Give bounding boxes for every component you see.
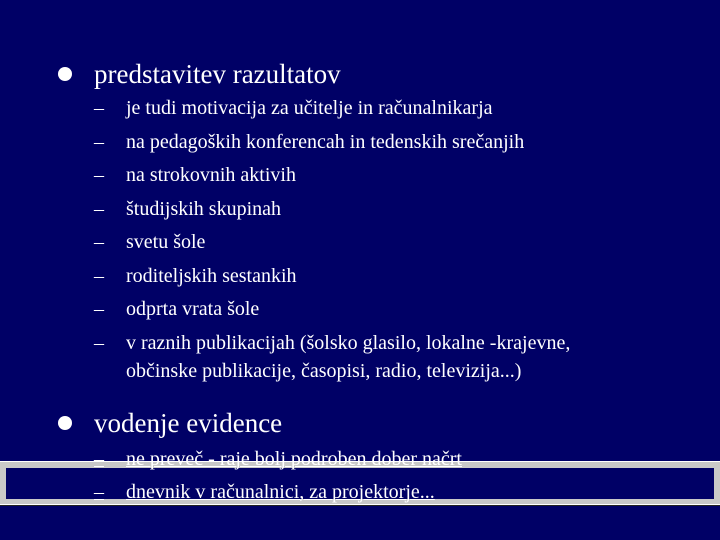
list-item: – svetu šole (94, 226, 570, 260)
dash-marker: – (94, 231, 104, 253)
dash-marker: – (94, 264, 104, 287)
dash-marker: – (94, 97, 104, 119)
dash-marker: – (94, 448, 104, 470)
dash-marker: – (94, 481, 104, 503)
dash-marker: – (94, 197, 104, 220)
section-1-list (94, 92, 570, 386)
list-item: – odprta vrata šole (94, 293, 570, 327)
section-title: vodenje evidence (94, 408, 283, 438)
section-2-list (94, 443, 462, 509)
list-item: – na strokovnih aktivih (94, 159, 570, 193)
list-item: – dnevnik v računalnici, za projektorje... (94, 476, 462, 509)
dash-marker: – (94, 331, 104, 354)
section-1-heading (58, 58, 341, 90)
bullet-dot-icon (58, 67, 72, 81)
list-item: – ne preveč - raje bolj podroben dober načrt (94, 443, 462, 476)
bullet-dot-icon (58, 416, 72, 430)
list-item: – študijskih skupinah (94, 193, 570, 227)
list-item: – v raznih publikacijah (šolsko glasilo, lokalne -krajevne, (94, 327, 570, 361)
list-item: – roditeljskih sestankih (94, 260, 570, 294)
list-item: – na pedagoških konferencah in tedenskih srečanjih (94, 126, 570, 160)
section-title: predstavitev razultatov (94, 59, 341, 89)
section-2-heading (58, 407, 282, 439)
dash-marker: – (94, 298, 104, 320)
list-item: – je tudi motivacija za učitelje in računalnikarja (94, 92, 570, 126)
dash-marker: – (94, 164, 104, 186)
dash-marker: – (94, 130, 104, 153)
list-item-continuation: občinske publikacije, časopisi, radio, televizija...) (126, 360, 522, 382)
